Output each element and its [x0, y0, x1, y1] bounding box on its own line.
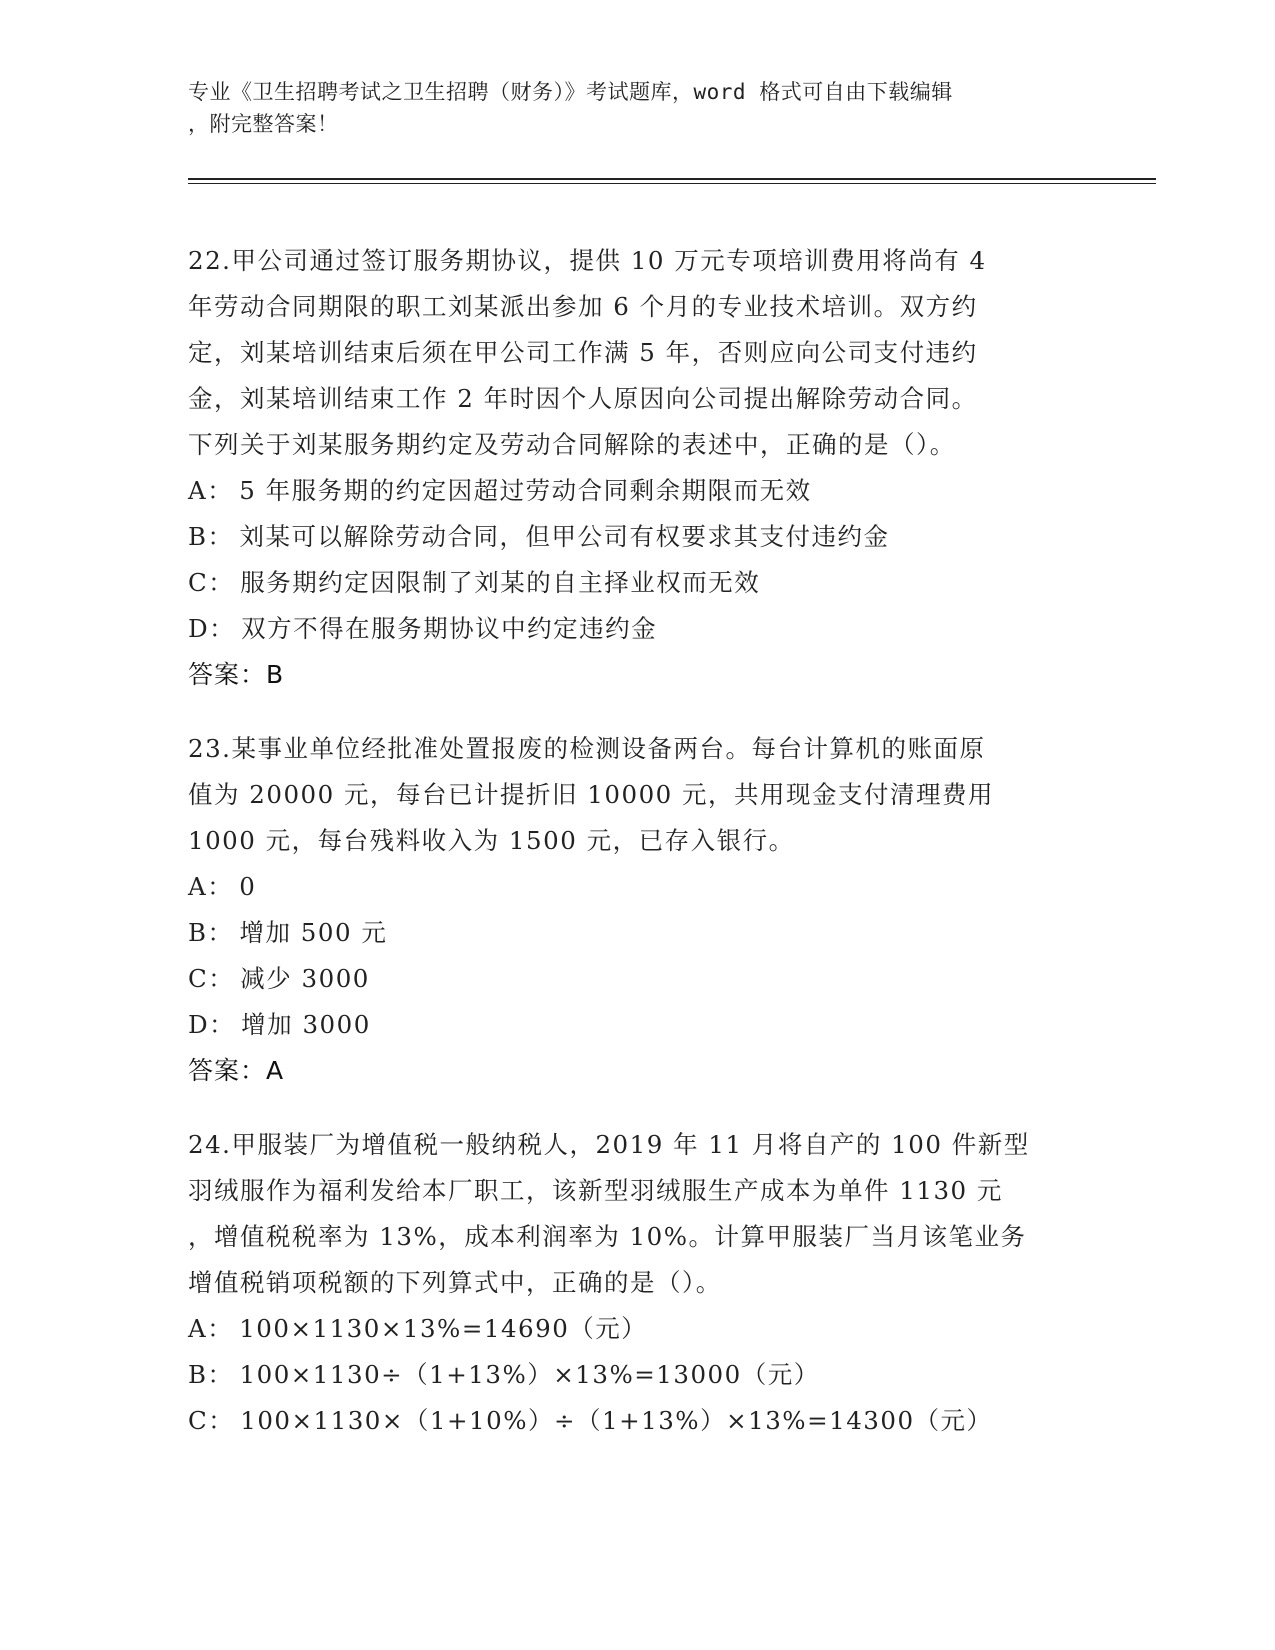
option-c: C： 100×1130×（1+10%）÷（1+13%）×13%=14300（元）: [188, 1406, 993, 1435]
option-c: C： 服务期约定因限制了刘某的自主择业权而无效: [188, 568, 761, 597]
question-text-line: 24.甲服装厂为增值税一般纳税人，2019 年 11 月将自产的 100 件新型: [188, 1130, 1030, 1159]
question-list: [188, 238, 1088, 1472]
question-text-line: 年劳动合同期限的职工刘某派出参加 6 个月的专业技术培训。双方约: [188, 292, 978, 321]
option-d: D： 增加 3000: [188, 1010, 371, 1039]
option-b: B： 增加 500 元: [188, 918, 388, 947]
header-divider-thin: [188, 183, 1156, 184]
question-23: [188, 726, 1088, 1094]
answer-line: 答案：B: [188, 660, 285, 689]
question-text-line: 增值税销项税额的下列算式中，正确的是（）。: [188, 1268, 722, 1297]
question-text-line: 值为 20000 元，每台已计提折旧 10000 元，共用现金支付清理费用: [188, 780, 995, 809]
option-d: D： 双方不得在服务期协议中约定违约金: [188, 614, 658, 643]
option-a: A： 0: [188, 872, 257, 901]
question-text-line: ，增值税税率为 13%，成本利润率为 10%。计算甲服装厂当月该笔业务: [188, 1222, 1027, 1251]
question-text-line: 下列关于刘某服务期约定及劳动合同解除的表述中，正确的是（）。: [188, 430, 956, 459]
question-text-line: 23.某事业单位经批准处置报废的检测设备两台。每台计算机的账面原: [188, 734, 986, 763]
question-text-line: 定，刘某培训结束后须在甲公司工作满 5 年，否则应向公司支付违约: [188, 338, 978, 367]
question-text-line: 金，刘某培训结束工作 2 年时因个人原因向公司提出解除劳动合同。: [188, 384, 978, 413]
option-b: B： 100×1130÷（1+13%）×13%=13000（元）: [188, 1360, 820, 1389]
question-text-line: 羽绒服作为福利发给本厂职工，该新型羽绒服生产成本为单件 1130 元: [188, 1176, 1003, 1205]
document-header: [188, 76, 1068, 140]
header-line-2: ，附完整答案！: [188, 112, 339, 136]
header-divider-thick: [188, 178, 1156, 180]
option-c: C： 减少 3000: [188, 964, 370, 993]
question-text-line: 1000 元，每台残料收入为 1500 元，已存入银行。: [188, 826, 795, 855]
header-line-1: 专业《卫生招聘考试之卫生招聘（财务）》考试题库，word 格式可自由下载编辑: [188, 80, 953, 104]
option-a: A： 5 年服务期的约定因超过劳动合同剩余期限而无效: [188, 476, 812, 505]
question-24: [188, 1122, 1088, 1444]
option-b: B： 刘某可以解除劳动合同，但甲公司有权要求其支付违约金: [188, 522, 890, 551]
question-22: [188, 238, 1088, 698]
answer-line: 答案：A: [188, 1056, 285, 1085]
option-a: A： 100×1130×13%=14690（元）: [188, 1314, 648, 1343]
question-text-line: 22.甲公司通过签订服务期协议，提供 10 万元专项培训费用将尚有 4: [188, 246, 987, 275]
